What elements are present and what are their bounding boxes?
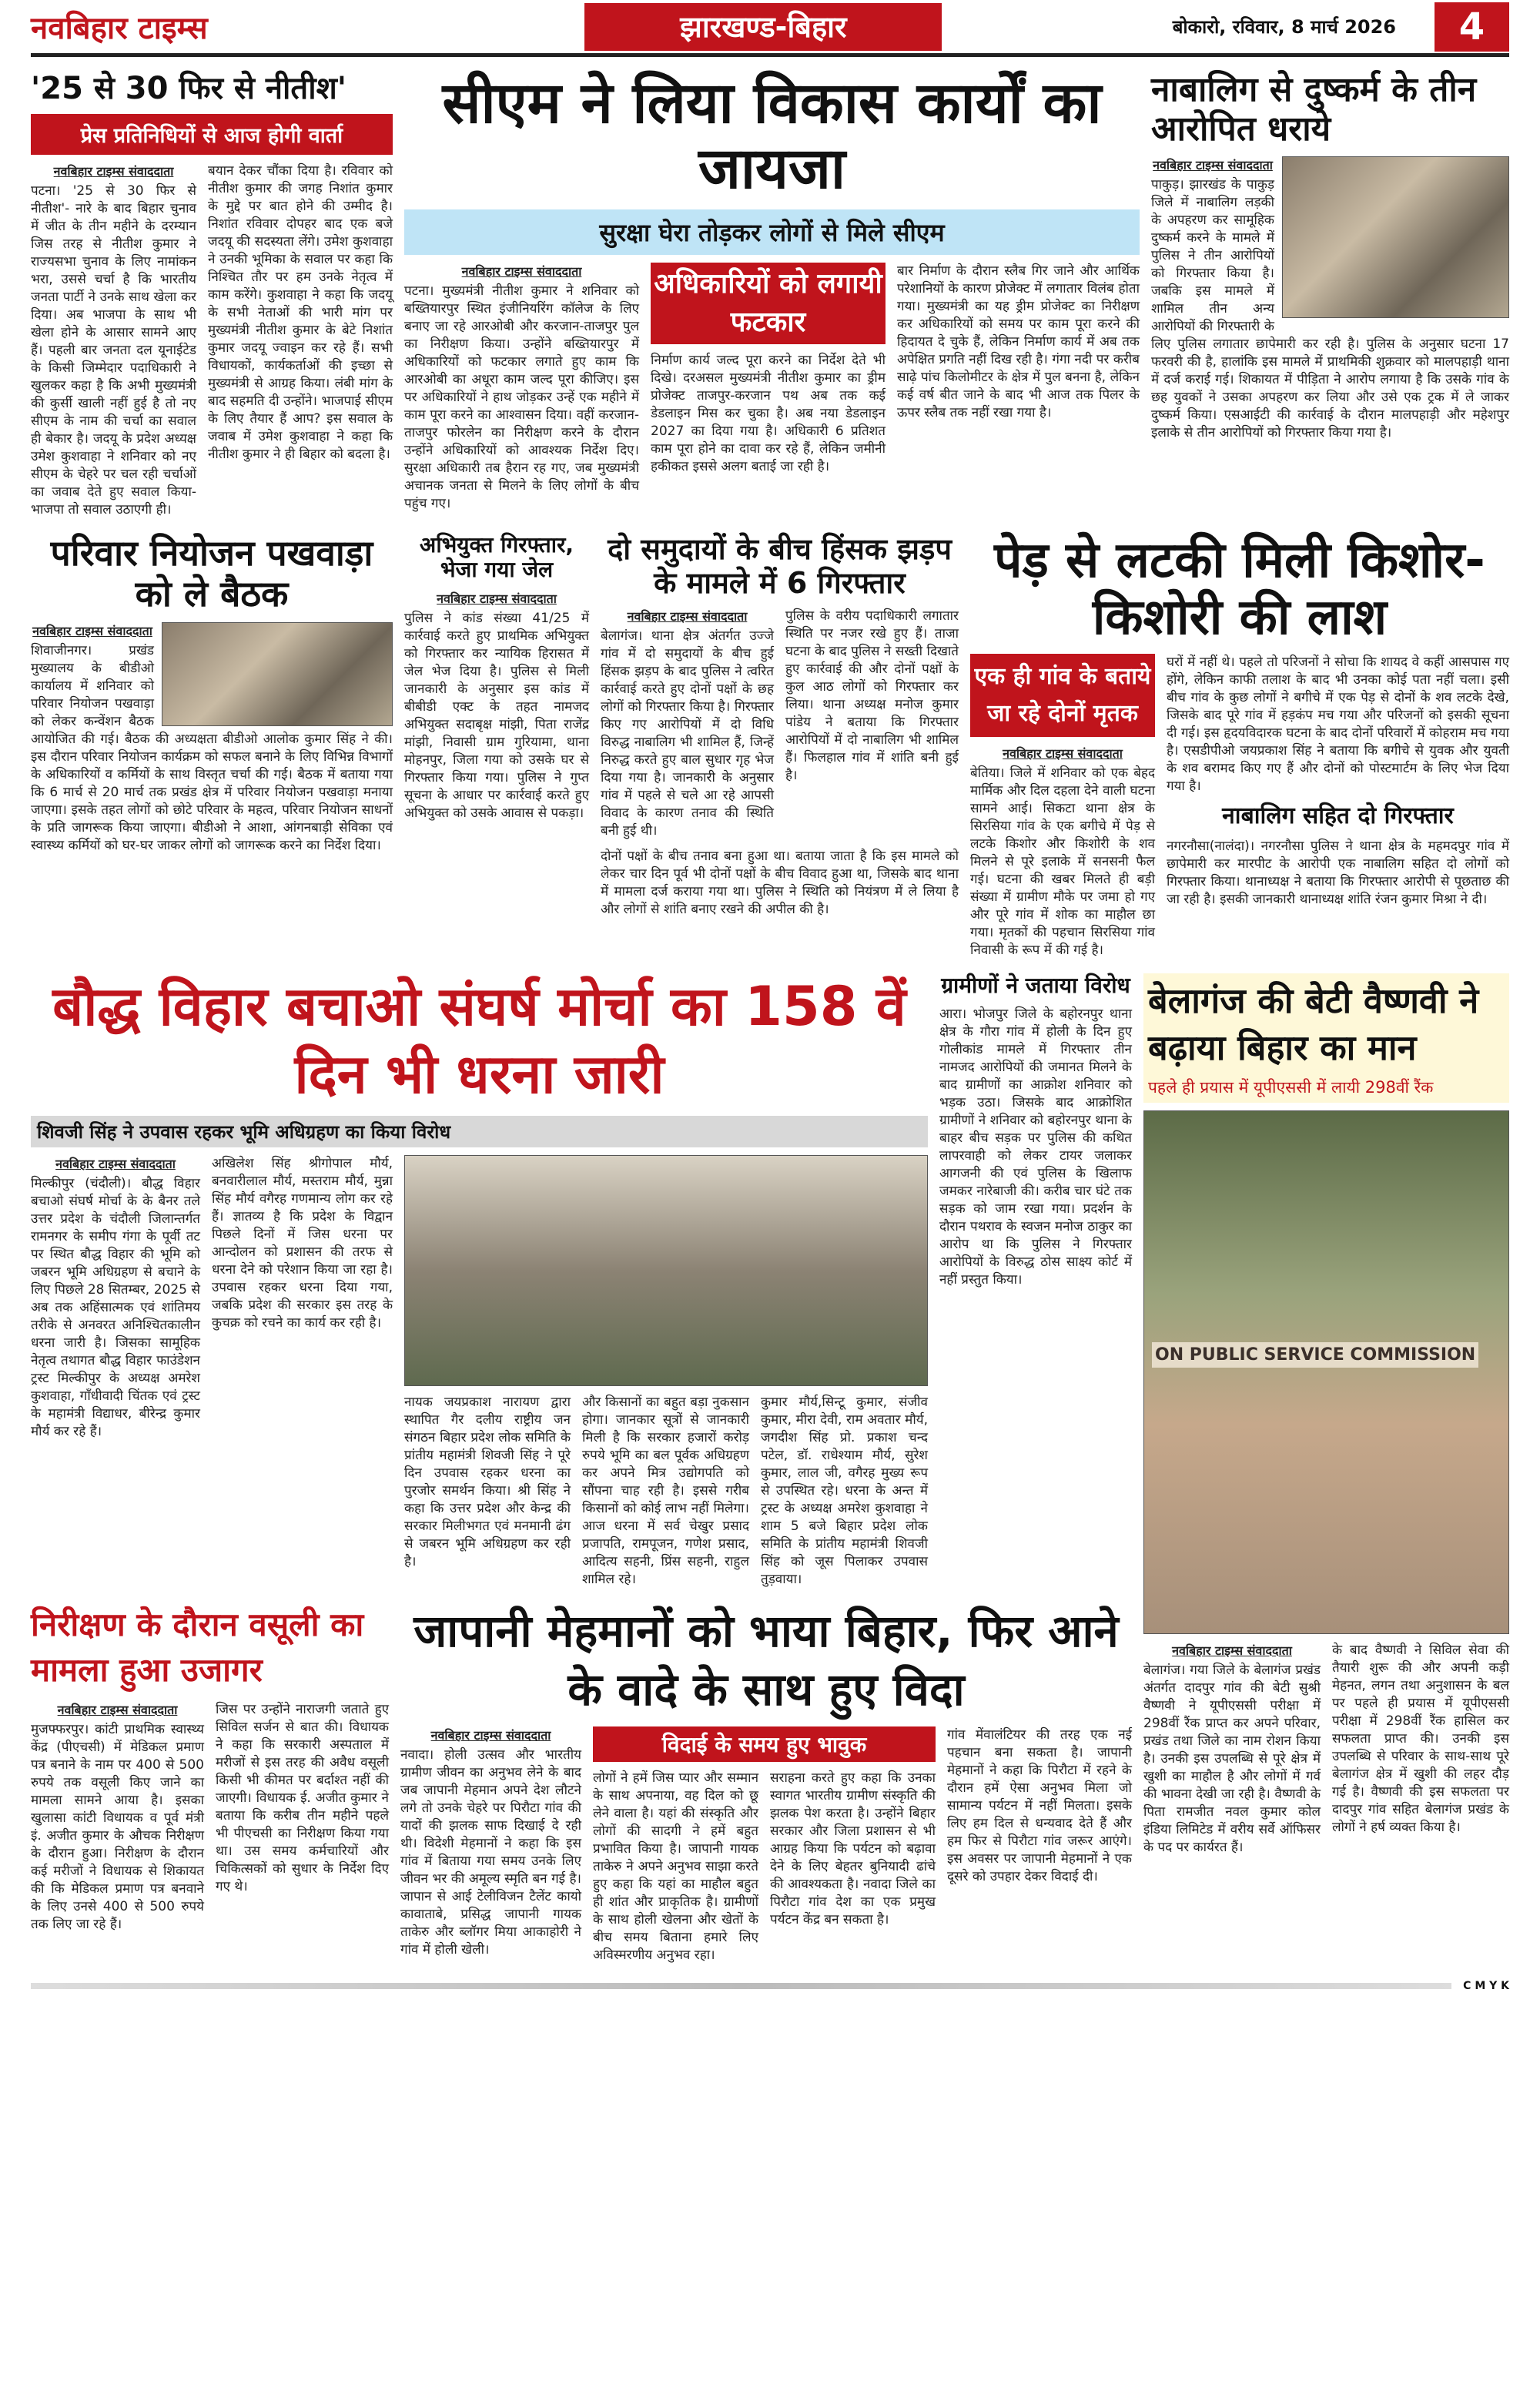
- tree-col2: घरों में नहीं थे। पहले तो परिजनों ने सोचा कि शायद वे कहीं आसपास गए होंगे, लेकिन काफी तलाश के बाद भी उनका कोई पता नहीं चला। इसी बीच गांव के कुछ लोगों ने बगीचे में एक पेड़ से दोनों के शव लटके देखे, जिसके बाद पूरे गांव में हड़कंप मच गया और परिजनों को इसकी सूचना दी गई। इस हृदयविदारक घटना के बाद दोनों परिवारों में कोहराम मच गया है। एसडीपीओ जयप्रकाश सिंह ने बताया कि बगीचे से युवक और युवती के शव बरामद किए गए हैं और दोनों को पोस्टमार्टम के लिए भेज दिया गया है।: [1167, 655, 1509, 795]
- japan-col4: गांव मेंवालंटियर की तरह एक नई पहचान बना सकता है। जापानी मेहमानों ने कहा कि पिरौटा में रहने के दौरान हमें ऐसा अनुभव मिला जो सामान्य पर्यटन में नहीं मिलता। इसके लिए हम दिल से धन्यवाद देते हैं और हम फिर से पिरौटा गांव जरूर आएंगे। इस अवसर पर जापानी मेहमानों ने एक दूसरे को उपहार देकर विदाई दी।: [947, 1726, 1132, 1884]
- vihar-headline: बौद्ध विहार बचाओ संघर्ष मोर्चा का 158 वें दिन भी धरना जारी: [52, 975, 906, 1106]
- arrest-jail-body: नवबिहार टाइम्स संवाददाता पुलिस ने कांड संख्या 41/25 में कार्रवाई करते हुए प्राथमिक अभियुक्त को गिरफ्तार कर न्यायिक हिरासत में जेल भेज दिया है। पुलिस से मिली जानकारी के अनुसार इस कांड में बीबीडी एक्ट के तहत नामजद अभियुक्त सदाबृक्ष मांझी, पिता राजेंद्र मांझी, निवासी ग्राम गुरियामा, थाना मोहनपुर, जिला गया को उसके घर से गिरफ्तार किया गया। पुलिस ने गुप्त सूचना के आधार पर कार्रवाई करते हुए अभियुक्त को उसके आवास से पकड़ा।: [404, 591, 589, 822]
- recovery-col2: जिस पर उन्होंने नाराजगी जताते हुए सिविल सर्जन से बात की। विधायक ने कहा कि सरकारी अस्पताल में मरीजों से इस तरह की अवैध वसूली किसी भी कीमत पर बर्दाश्त नहीं की जाएगी। विधायक ई. अजीत कुमार ने बताया कि करीब तीन महीने पहले भी पीएचसी का निरीक्षण किया गया था। उस समय कर्मचारियों और चिकित्सकों को सुधार के निर्देश दिए गए थे।: [216, 1701, 389, 1894]
- vaishnavi-headline: बेलागंज की बेटी वैष्णवी ने बढ़ाया बिहार का मान: [1148, 980, 1479, 1068]
- japan-box: विदाई के समय हुए भावुक: [593, 1726, 936, 1762]
- vihar-col5: कुमार मौर्य,सिन्टू कुमार, संजीव कुमार, मीरा देवी, राम अवतार मौर्य, जगदीश सिंह प्रो. प्रकाश चन्द पटेल, डॉ. राधेश्याम मौर्य, सुरेश कुमार, लाल जी, वगैरह मुख्य रूप से उपस्थित रहे। धरना के अन्त में ट्रस्ट के अध्यक्ष अमरेश कुशवाहा ने शाम 5 बजे बिहार प्रदेश लोक समिति के प्रांतीय महामंत्री शिवजी सिंह को जूस पिलाकर उपवास तुड़वाया।: [761, 1395, 928, 1588]
- villagers-article: [939, 973, 1132, 1289]
- clash-col3: दोनों पक्षों के बीच तनाव बना हुआ था। बताया जाता है कि इस मामले को लेकर चार दिन पूर्व भी दोनों पक्षों के बीच विवाद हुआ था, जिसके बाद थाना में मामला दर्ज कराया गया था। पुलिस ने स्थिति को नियंत्रण में ले लिया है और लोगों से शांति बनाए रखने की अपील की है।: [601, 849, 959, 918]
- vaishnavi-subhead: पहले ही प्रयास में यूपीएससी में लायी 298वीं रैंक: [1148, 1077, 1434, 1097]
- villagers-body: आरा। भोजपुर जिले के बहोरनपुर थाना क्षेत्र के गौरा गांव में होली के दिन हुए गोलीकांड मामले में गिरफ्तार तीन नामजद आरोपियों की जमानत मिलने के बाद ग्रामीणों का आक्रोश शनिवार को भड़क उठा। जिसके बाद आक्रोशित ग्रामीणों ने शनिवार को बहोरनपुर थाना के बाहर बीच सड़क पर पुलिस की कथित लापरवाही को लेकर टायर जलाकर आगजनी की एवं पुलिस के खिलाफ जमकर नारेबाजी की। करीब चार घंटे तक सड़क को जाम रखा गया। प्रदर्शन के दौरान पथराव के स्वजन मनोज ठाकुर का आरोप था कि पुलिस ने गिरफ्तार आरोपियों के विरुद्ध ठोस साक्ष्य कोर्ट में नहीं प्रस्तुत किया।: [939, 1006, 1132, 1288]
- cm-col1: नवबिहार टाइम्स संवाददाता पटना। मुख्यमंत्री नीतीश कुमार ने शनिवार को बख्तियारपुर स्थित इंजीनियरिंग कॉलेज के लिए बनाए जा रहे आरओबी और करजान-ताजपुर पुल का निरीक्षण किया। उन्होंने बख्तियारपुर में अधिकारियों को फटकार लगाते हुए काम कि आरओबी का अधूरा काम जल्द पूरा कीजिए। इस पर अधिकारियों ने हाथ जोड़कर उन्हें एक महीने में काम पूरा करने का आश्वासन दिया। वहीं करजान-ताजपुर फोरलेन का निरीक्षण करने के दौरान उन्होंने अधिकारियों को आवश्यक निर्देश दिए। सुरक्षा अधिकारी तब हैरान रह गए, जब मुख्यमंत्री अचानक जनता से मिलने के लिए लोगों के बीच पहुंच गए।: [404, 264, 639, 512]
- tree-article: [970, 533, 1509, 960]
- japan-col2: लोगों ने हमें जिस प्यार और सम्मान के साथ अपनाया, वह दिल को छू लेने वाला है। यहां की संस्कृति और लोगों की सादगी ने हमें बहुत प्रभावित किया है। जापानी गायक ताकेरु ने अपने अनुभव साझा करते हुए कहा कि यहां का माहौल बहुत ही शांत और प्राकृतिक है। ग्रामीणों के साथ होली खेलना और खेतों के बीच समय बिताना हमारे लिए अविस्मरणीय अनुभव रहा।: [593, 1770, 758, 1963]
- rape-headline: नाबालिग से दुष्कर्म के तीन आरोपित धराये: [1151, 70, 1477, 149]
- vihar-subhead: शिवजी सिंह ने उपवास रहकर भूमि अधिग्रहण का किया विरोध: [31, 1116, 928, 1147]
- vaishnavi-col1: नवबिहार टाइम्स संवाददाता बेलागंज। गया जिले के बेलागंज प्रखंड अंतर्गत दादपुर गांव की बेटी सुश्री वैष्णवी ने यूपीएससी परीक्षा में 298वीं रैंक प्राप्त कर अपने परिवार, प्रखंड तथा जिले का नाम रोशन किया है। उनकी इस उपलब्धि से पूरे क्षेत्र में खुशी का माहौल है और लोगों में गर्व की भावना देखी जा रही है। वैष्णवी के पिता रामजीत नवल कुमार कोल इंडिया लिमिटेड में वरीय सर्वे ऑफिसर के पद पर कार्यरत हैं।: [1143, 1643, 1321, 1855]
- clash-article: [601, 533, 959, 919]
- vaishnavi-article: [1143, 973, 1509, 1857]
- meeting-photo: [162, 622, 393, 726]
- page-header: [31, 0, 1509, 57]
- vihar-col2: अखिलेश सिंह श्रीगोपाल मौर्य, बनवारीलाल मौर्य, मस्तराम मौर्य, मुन्ना सिंह मौर्य वगैरह गणमान्य लोग कर रहे हैं। ज्ञातव्य है कि प्रदेश के विद्वान पिछले दिनों में जिस धरना पर आन्दोलन को प्रशासन की तरफ से धरना देने को परेशान किया जा रहा है। उपवास रहकर धरना दिया गया, जबकि प्रदेश की सरकार इस तरह के कुचक्र को रचने का कार्य कर रही है।: [212, 1156, 393, 1331]
- cm-box: अधिकारियों को लगायी फटकार: [651, 263, 886, 344]
- clash-col1: नवबिहार टाइम्स संवाददाता बेलागंज। थाना क्षेत्र अंतर्गत उज्जे गांव में दो समुदायों के बीच हुई हिंसक झड़प के बाद पुलिस ने त्वरित कार्रवाई करते हुए दोनों पक्षों के छह लोगों को गिरफ्तार किया है। गिरफ्तार किए गए आरोपियों में दो विधि विरुद्ध नाबालिग भी शामिल हैं, जिन्हें निरुद्ध करते हुए बाल सुधार गृह भेज दिया गया है। जानकारी के अनुसार गांव में पहले से चले आ रहे आपसी विवाद के कारण तनाव की स्थिति बनी हुई थी।: [601, 609, 774, 839]
- nitish-subhead: प्रेस प्रतिनिधियों से आज होगी वार्ता: [31, 114, 393, 155]
- arrest-jail-headline: अभियुक्त गिरफ्तार, भेजा गया जेल: [419, 532, 574, 583]
- band-top: [31, 71, 1509, 519]
- rape-body: नवबिहार टाइम्स संवाददाता पाकुड़। झारखंड के पाकुड़ जिले में नाबालिग लड़की के अपहरण कर सामूहिक दुष्कर्म करने के मामले में पुलिस ने तीन आरोपियों को गिरफ्तार किया है। जबकि इस मामले में शामिल तीन अन्य आरोपियों की गिरफ्तारी के लिए पुलिस लगातार छापेमारी कर रही है। पुलिस के अनुसार घटना 17 फरवरी की है, हालांकि इस मामले में प्राथमिकी शुक्रवार को मालपहाड़ी थाना में दर्ज कराई गई। शिकायत में पीड़िता ने आरोप लगाया है कि उसके गांव के छह युवकों ने उसका अपहरण कर लिया और उसे एक ट्रक में ले जाकर दुष्कर्म किया। एसआईटी की कार्रवाई के दौरान मालपहाड़ी और महेशपुर इलाके से तीन आरोपियों को गिरफ्तार किया गया है।: [1151, 158, 1509, 441]
- tree-headline: पेड़ से लटकी मिली किशोर-किशोरी की लाश: [994, 532, 1485, 646]
- tree-box: एक ही गांव के बताये जा रहे दोनों मृतक: [970, 654, 1155, 737]
- nitish-article: [31, 71, 393, 519]
- family-body: नवबिहार टाइम्स संवाददाता शिवाजीनगर। प्रखंड मुख्यालय के बीडीओ कार्यालय में शनिवार को परिवार नियोजन पखवाड़ा को लेकर कन्वेंशन बैठक आयोजित की गई। बैठक की अध्यक्षता बीडीओ आलोक कुमार सिंह ने की। इस दौरान परिवार नियोजन कार्यक्रम को सफल बनाने के लिए विभिन्न विभागों के अधिकारियों व कर्मियों के साथ विस्तृत चर्चा की गई। बैठक में बताया गया कि 6 मार्च से 20 मार्च तक प्रखंड क्षेत्र में परिवार नियोजन पखवाड़ा मनाया जाएगा। इसके तहत लोगों को छोटे परिवार के महत्व, परिवार नियोजन साधनों के प्रति जागरूक किया जाएगा। बीडीओ ने आशा, आंगनबाड़ी सेविका एवं स्वास्थ्य कर्मियों को घर-घर जाकर लोगों को जागरूक करने का निर्देश दिया।: [31, 623, 393, 853]
- japan-headline: जापानी मेहमानों को भाया बिहार, फिर आने के वादे के साथ हुए विदा: [413, 1605, 1119, 1716]
- minor-arrest-body: नगरनौसा(नालंदा)। नगरनौसा पुलिस ने थाना क्षेत्र के महमदपुर गांव में छापेमारी कर मारपीट के आरोपी एक नाबालिग सहित दो लोगों को गिरफ्तार किया। थानाध्यक्ष ने बताया कि गिरफ्तार आरोपी से पूछताछ की जा रही है। इसकी जानकारी थानाध्यक्ष शांति रंजन कुमार मिश्रा ने दी।: [1167, 838, 1509, 907]
- page-footer: [31, 1980, 1509, 1992]
- band-bottom: [31, 973, 1509, 1964]
- dharna-photo: [404, 1155, 928, 1386]
- nitish-headline: '25 से 30 फिर से नीतीश': [31, 71, 347, 106]
- japan-col3: सराहना करते हुए कहा कि उनका स्वागत भारतीय ग्रामीण संस्कृति की झलक पेश करता है। उन्होंने बिहार सरकार और जिला प्रशासन से भी आग्रह किया कि पर्यटन को बढ़ावा देने के लिए बेहतर बुनियादी ढांचे की आवश्यकता है। नवादा जिले का पिरौटा गांव देश का एक प्रमुख पर्यटन केंद्र बन सकता है।: [770, 1770, 936, 1927]
- page-number: 4: [1435, 2, 1509, 52]
- footer-color-bar: [31, 1983, 1451, 1989]
- family-headline: परिवार नियोजन पखवाड़ा को ले बैठक: [50, 532, 373, 615]
- recovery-headline: निरीक्षण के दौरान वसूली का मामला हुआ उजागर: [31, 1606, 364, 1689]
- vaishnavi-col2: के बाद वैष्णवी ने सिविल सेवा की तैयारी शुरू की और अपनी कड़ी मेहनत, लगन तथा अनुशासन के बल पर पहले ही प्रयास में यूपीएससी परीक्षा में 298वीं रैंक हासिल कर सफलता प्राप्त की। उनकी इस उपलब्धि से परिवार के साथ-साथ पूरे बेलागंज क्षेत्र में खुशी की लहर दौड़ गई है। वैष्णवी की इस सफलता पर दादपुर गांव सहित बेलागंज प्रखंड के लोगों ने हर्ष व्यक्त किया है।: [1332, 1642, 1509, 1835]
- handcuff-photo: [1282, 156, 1509, 318]
- clash-col2: पुलिस के वरीय पदाधिकारी लगातार स्थिति पर नजर रखे हुए हैं। ताजा घटना के बाद पुलिस ने सख्ती दिखाते हुए कार्रवाई की और दोनों पक्षों के कुल आठ लोगों को गिरफ्तार कर लिया। थाना अध्यक्ष मनोज कुमार पांडेय ने बताया कि गिरफ्तार आरोपियों में दो नाबालिग भी शामिल हैं। फिलहाल गांव में शांति बनी हुई है।: [785, 608, 959, 784]
- clash-headline: दो समुदायों के बीच हिंसक झड़प के मामले में 6 गिरफ्तार: [608, 532, 952, 600]
- minor-arrest-headline: नाबालिग सहित दो गिरफ्तार: [1222, 802, 1454, 830]
- vihar-col3: नायक जयप्रकाश नारायण द्वारा स्थापित गैर दलीय राष्ट्रीय जन संगठन बिहार प्रदेश लोक समिति के प्रांतीय महामंत्री शिवजी सिंह ने पूरे दिन उपवास रहकर धरना का पुरजोर समर्थन किया। श्री सिंह ने कहा कि उत्तर प्रदेश और केन्द्र की सरकार मिलीभगत एवं मनमानी ढंग से जबरन भूमि अधिग्रहण कर रही है।: [404, 1395, 571, 1570]
- tree-col1: नवबिहार टाइम्स संवाददाता बेतिया। जिले में शनिवार को एक बेहद मार्मिक और दिल दहला देने वाली घटना सामने आई। सिकटा थाना क्षेत्र के सिरसिया गांव के एक बगीचे में पेड़ से लटके किशोर और किशोरी के शव मिलने से पूरे इलाके में सनसनी फैल गई। घटना की खबर मिलते ही बड़ी संख्या में ग्रामीण मौके पर जमा हो गए और पूरे गांव में शोक का माहौल छा गया। मृतकों की पहचान सिरसिया गांव निवासी के रूप में की गई है।: [970, 746, 1155, 959]
- cm-article: [404, 71, 1140, 513]
- cm-subhead: सुरक्षा घेरा तोड़कर लोगों से मिले सीएम: [404, 209, 1140, 255]
- masthead: नवबिहार टाइम्स: [31, 11, 208, 46]
- rape-article: [1151, 71, 1509, 442]
- vihar-col4: और किसानों का बहुत बड़ा नुकसान होगा। जानकार सूत्रों से जानकारी मिली है कि सरकार हजारों करोड़ रुपये भूमि का बल पूर्वक अधिग्रहण कर अपने मित्र उद्योगपति को सौंपना चाह रही है। इससे गरीब किसानों को कोई लाभ नहीं मिलेगा। आज धरना में सर्व चेखुर प्रसाद प्रजापति, रामपूजन, गणेश प्रसाद, आदित्य सहनी, प्रिंस सहनी, राहुल शामिल रहे।: [582, 1395, 749, 1588]
- vaishnavi-headline-box: [1143, 973, 1509, 1103]
- band-middle: [31, 533, 1509, 960]
- family-article: [31, 533, 393, 855]
- vaishnavi-photo: [1143, 1110, 1509, 1634]
- commission-sign: ON PUBLIC SERVICE COMMISSION: [1152, 1342, 1478, 1368]
- japan-article: [400, 1603, 1132, 1964]
- nitish-col2: बयान देकर चौंका दिया है। रविवार को नीतीश कुमार की जगह निशांत कुमार के मुद्दे पर बात होने की उम्मीद है। निशांत रविवार दोपहर बाद एक बजे जदयू की सदस्यता लेंगे। उमेश कुशवाहा ने उनकी भूमिका के सवाल पर कहा कि निश्चित तौर पर हम उनके नेतृत्व में काम करेंगे। कुशवाहा ने कहा कि जदयू के सभी नेताओं की भारी मांग पर मुख्यमंत्री नीतीश कुमार के बेटे निशांत कुमार जदयू ज्वाइन कर रहे हैं। सभी विधायकों, कार्यकर्ताओं की इच्छा से मुख्यमंत्री से आग्रह किया। लंबी मांग के बाद सहमति दी उन्होंने। भाजपाई सीएम के लिए तैयार हैं आप? इस सवाल के जवाब में उमेश कुशवाहा ने कहा कि नीतीश कुमार ने ही बिहार को बदला है।: [208, 163, 393, 462]
- recovery-col1: नवबिहार टाइम्स संवाददाता मुजफ्फरपुर। कांटी प्राथमिक स्वास्थ्य केंद्र (पीएचसी) में मेडिकल प्रमाण पत्र बनाने के नाम पर 400 से 500 रुपये तक वसूली किए जाने का मामला सामने आया है। इसका खुलासा कांटी विधायक व पूर्व मंत्री इं. अजीत कुमार के औचक निरीक्षण के दौरान हुआ। निरीक्षण के दौरान कई मरीजों ने विधायक से शिकायत की कि मेडिकल प्रमाण पत्र बनवाने के लिए उनसे 400 से 500 रुपये तक लिए जा रहे हैं।: [31, 1702, 204, 1932]
- recovery-article: [31, 1603, 389, 1934]
- cm-col2: निर्माण कार्य जल्द पूरा करने का निर्देश देते भी दिखे। दरअसल मुख्यमंत्री नीतीश कुमार का ड्रीम प्रोजेक्ट ताजपुर-करजान पथ अब तक कई डेडलाइन मिस कर चुका है। अब नया डेडलाइन 2027 का दिया गया है। अधिकारी 6 प्रतिशत काम पूरा होने का दावा कर रहे हैं, लेकिन जमीनी हकीकत इससे अलग बताई जा रही है।: [651, 353, 886, 475]
- byline: नवबिहार टाइम्स संवाददाता: [53, 164, 174, 179]
- vihar-col1: नवबिहार टाइम्स संवाददाता मिल्कीपुर (चंदौली)। बौद्ध विहार बचाओ संघर्ष मोर्चा के के बैनर तले उत्तर प्रदेश के चंदौली जिलान्तर्गत रामनगर के समीप गंगा के पूर्वी तट पर स्थित बौद्ध विहार की भूमि को जबरन भूमि अधिग्रहण से बचाने के लिए पिछले 28 सितम्बर, 2025 से अब तक अहिंसात्मक एवं शांतिमय तरीके से अनवरत अनिश्चितकालीन धरना जारी है। जिसका सामूहिक नेतृत्व तथागत बौद्ध विहार फाउंडेशन ट्रस्ट मिल्कीपुर के अध्यक्ष अमरेश कुशवाहा, गाँधीवादी चिंतक एवं ट्रस्ट के महामंत्री विद्याधर, बीरेन्द्र कुमार मौर्य कर रहे हैं।: [31, 1157, 200, 1440]
- japan-col1: नवबिहार टाइम्स संवाददाता नवादा। होली उत्सव और भारतीय ग्रामीण जीवन का अनुभव लेने के बाद जब जापानी मेहमान अपने देश लौटने लगे तो उनके चेहरे पर पिरौटा गांव की यादों की झलक साफ दिखाई दे रही थी। विदेशी मेहमानों ने कहा कि इस गांव में बिताया गया समय उनके लिए जीवन भर की अमूल्य स्मृति बन गई है। जापान से आई टेलीविजन टैलेंट कायो कावाताबे, प्रसिद्ध जापानी गायक ताकेरु और ब्लॉगर मिया आकाहोरी ने गांव में होली खेली।: [400, 1727, 581, 1958]
- cmyk-marks: C M Y K: [1463, 1979, 1509, 1992]
- vihar-article: [31, 973, 928, 1589]
- dateline: बोकारो, रविवार, 8 मार्च 2026: [1172, 16, 1396, 38]
- nitish-col1: नवबिहार टाइम्स संवाददाता पटना। '25 से 30 फिर से नीतीश'- नारे के बाद बिहार चुनाव में जीत के तीन महीने के दरम्यान जिस तरह से नीतीश कुमार ने राज्यसभा चुनाव के लिए नामांकन भरा, उससे चर्चा है कि भारतीय जनता पार्टी ने उनके साथ खेला कर दिया। अब भाजपा के साथ भी खेला होने के आसार सामने आए हैं। पहली बार जनता दल यूनाईटेड के किसी जिम्मेदार पदाधिकारी ने खुलकर कहा है कि अभी मुख्यमंत्री की कुर्सी खाली नहीं हुई है तो नए सीएम के नाम की चर्चा का सवाल ही बेकार है। जदयू के प्रदेश अध्यक्ष उमेश कुशवाहा ने शनिवार को नए सीएम के चेहरे पर चल रही चर्चाओं का जवाब देते हुए सवाल किया- भाजपा तो सवाल उठाएगी ही।: [31, 164, 196, 517]
- cm-headline: सीएम ने लिया विकास कार्यों का जायजा: [442, 70, 1102, 203]
- arrest-jail-article: [404, 533, 589, 822]
- cm-col3: बार निर्माण के दौरान स्लैब गिर जाने और आर्थिक परेशानियों के कारण प्रोजेक्ट में लगातार विलंब होता गया। मुख्यमंत्री का यह ड्रीम प्रोजेक्ट का निरीक्षण कर अधिकारियों को समय पर काम पूरा करने की हिदायत दे चुके हैं, लेकिन निर्माण कार्य में अब तक अपेक्षित प्रगति नहीं दिख रही है। गंगा नदी पर करीब साढ़े पांच किलोमीटर के क्षेत्र में पुल बनना है, लेकिन कई वर्ष बीत जाने के बाद भी आज तक पिलर के ऊपर स्लैब तक नहीं रखा गया है।: [897, 263, 1140, 421]
- villagers-headline: ग्रामीणों ने जताया विरोध: [941, 973, 1130, 999]
- section-title: झारखण्ड-बिहार: [584, 3, 942, 51]
